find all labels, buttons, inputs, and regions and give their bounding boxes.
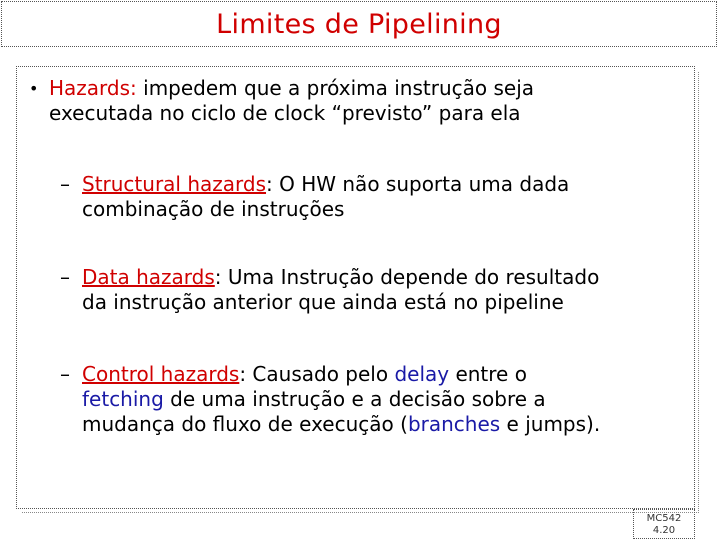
course-code: MC542 [646,513,682,524]
structural-term: Structural hazards [82,172,267,196]
subitem-body [82,362,702,437]
data-line2: da instrução anterior que ainda está no pipeline [82,290,564,314]
structural-line2: combinação de instruções [82,197,345,221]
control-line1-a: : Causado pelo [239,362,395,386]
control-term: Control hazards [82,362,240,386]
bullet-line1: impedem que a próxima instrução seja [136,76,535,100]
bullet-marker: • [29,79,39,98]
bullet-term: Hazards: [49,76,137,100]
subitem-body [82,172,702,222]
slide-title: Limites de Pipelining [216,8,502,40]
data-term: Data hazards [82,265,215,289]
subitem-dash: – [60,265,70,289]
slide-footer [633,509,695,539]
control-line3-a: mudança do fluxo de execução ( [82,412,408,436]
control-line1-c: entre o [449,362,527,386]
control-fetching: fetching [82,387,164,411]
title-bar [1,1,717,47]
slide-number: 4.20 [652,525,676,536]
control-line2-b: de uma instrução e a decisão sobre a [163,387,546,411]
bullet-line2: executada no ciclo de clock “previsto” para ela [49,101,521,125]
structural-line1: : O HW não suporta uma dada [266,172,570,196]
data-line1: : Uma Instrução depende do resultado [214,265,600,289]
subitem-body [82,265,702,315]
control-branches: branches [407,412,501,436]
subitem-dash: – [60,362,70,386]
control-delay: delay [394,362,450,386]
subitem-dash: – [60,172,70,196]
control-line3-c: e jumps). [500,412,601,436]
bullet-text [49,76,689,126]
